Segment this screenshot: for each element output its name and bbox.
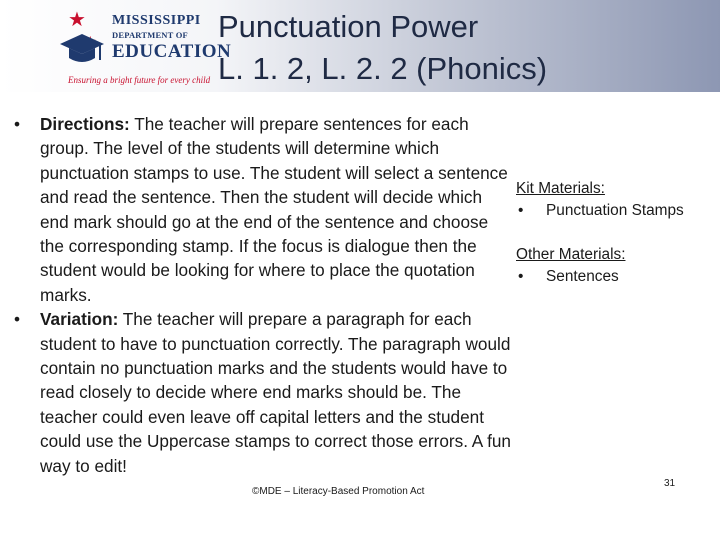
logo-line-2: DEPARTMENT OF — [112, 30, 188, 40]
variation-text: The teacher will prepare a paragraph for each student to have to punctuation correctly. The paragraph would contain no punctuation marks and the students would have to read closely to decide where end marks should be. The teacher could even leave off capital letters and the student could use the Uppercase stamps to correct those errors. A fun way to edit! — [40, 309, 511, 476]
star-icon: ★ — [68, 9, 86, 31]
variation-label: Variation: — [40, 309, 119, 330]
slide-title-line-2: L. 1. 2, L. 2. 2 (Phonics) — [218, 51, 548, 86]
footer-credit: ©MDE – Literacy-Based Promotion Act — [252, 486, 425, 497]
mde-logo — [30, 4, 232, 85]
bullet-variation — [14, 307, 514, 478]
bullet-icon: • — [14, 114, 21, 134]
directions-label: Directions: — [40, 114, 130, 134]
materials-panel — [516, 178, 684, 288]
kit-materials-item — [516, 200, 684, 222]
spacer — [516, 222, 684, 244]
bullet-icon: • — [518, 268, 524, 285]
logo-line-1: MISSISSIPPI — [112, 13, 201, 28]
bullet-icon: • — [518, 202, 524, 219]
bullet-icon: • — [14, 309, 21, 330]
bullet-list — [14, 112, 514, 478]
other-materials-heading: Other Materials: — [516, 246, 626, 263]
directions-text: The teacher will prepare sentences for each group. The level of the students will determine which punctuation stamps to use. The student will select a sentence and read the sentence. Then the student will decide which end mark should go at the end of the sentence and choose the corresponding stamp. If the focus is dialogue then the student would be looking for where to place the quotation marks. — [40, 114, 508, 305]
logo-wordmark — [112, 14, 231, 61]
graduation-cap-icon — [60, 30, 104, 70]
kit-materials-item-label: Punctuation Stamps — [546, 202, 684, 219]
other-materials-item-label: Sentences — [546, 268, 619, 285]
logo-line-3: EDUCATION — [112, 40, 232, 62]
page-number: 31 — [664, 478, 676, 489]
slide-title-line-1: Punctuation Power — [218, 9, 479, 44]
other-materials-item — [516, 266, 684, 288]
slide-header — [0, 0, 720, 92]
logo-tagline: Ensuring a bright future for every child — [68, 75, 211, 85]
kit-materials-heading: Kit Materials: — [516, 180, 605, 197]
slide-title — [218, 6, 547, 90]
bullet-directions — [14, 112, 514, 307]
